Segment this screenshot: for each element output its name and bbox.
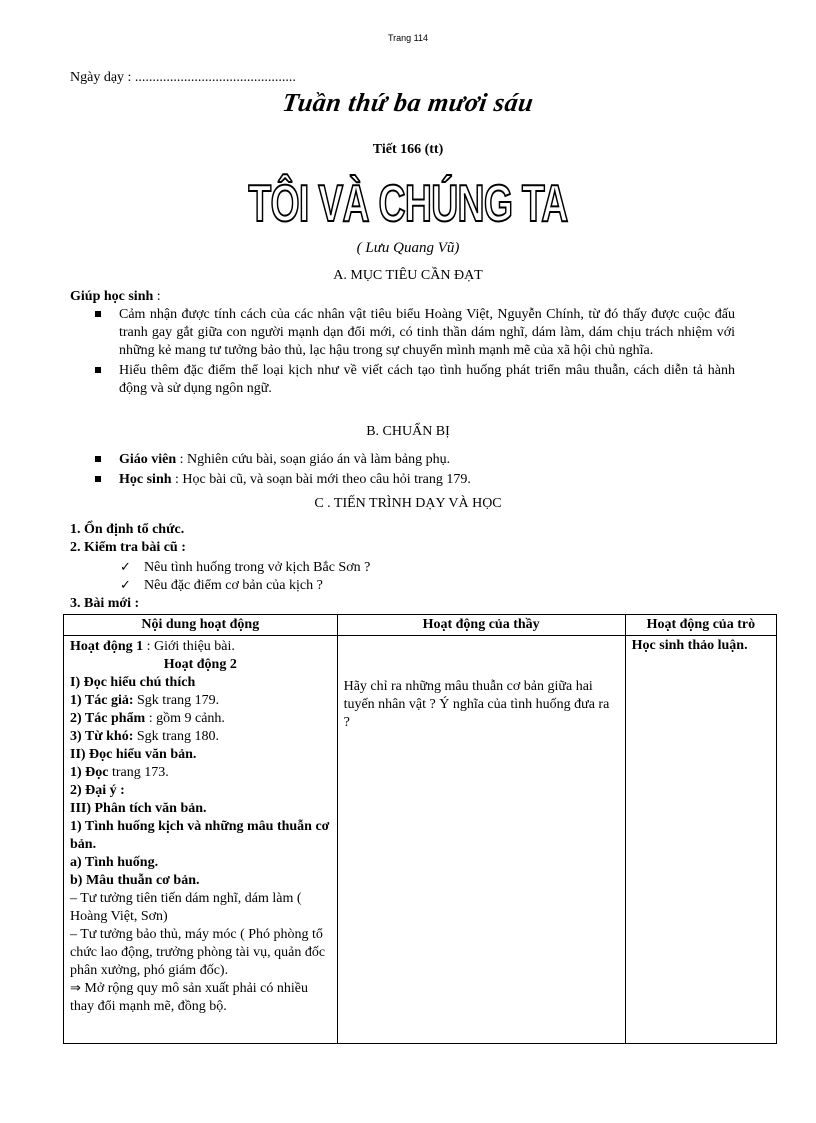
- checkmark-icon: ✓: [120, 578, 131, 593]
- list-item: ✓ Nêu đặc điểm cơ bản của kịch ?: [120, 578, 323, 593]
- author-name: ( Lưu Quang Vũ): [356, 240, 460, 256]
- section-c-heading: C . TIẾN TRÌNH DẠY VÀ HỌC: [314, 496, 502, 511]
- table-row: [64, 636, 777, 1044]
- step-1: 1. Ổn định tổ chức.: [70, 522, 185, 537]
- step-2: 2. Kiểm tra bài cũ :: [70, 540, 186, 555]
- week-title: Tuần thứ ba mươi sáu: [280, 88, 536, 117]
- page-number: Trang 114: [387, 33, 429, 43]
- bullet-square-icon: [95, 311, 101, 317]
- list-item: Học sinh : Học bài cũ, và soạn bài mới theo câu hỏi trang 179.: [95, 471, 735, 489]
- bullet-square-icon: [95, 456, 101, 462]
- review-questions: [120, 559, 370, 595]
- column-header: Nội dung hoạt động: [64, 615, 338, 636]
- teaching-date-line: Ngày dạy : ..............................................: [70, 70, 296, 85]
- list-item: ✓ Nêu tình huống trong vở kịch Bắc Sơn ?: [120, 560, 371, 575]
- checkmark-icon: ✓: [120, 560, 131, 575]
- list-item: Hiểu thêm đặc điểm thể loại kịch như về viết cách tạo tình huống phát triển mâu thuẫn, cách diễn tả hành động và sử dụng ngôn ngữ.: [95, 362, 735, 398]
- section-a-lead: Giúp học sinh :: [70, 289, 161, 304]
- bullet-square-icon: [95, 367, 101, 373]
- list-item: Giáo viên : Nghiên cứu bài, soạn giáo án và làm bảng phụ.: [95, 451, 735, 469]
- student-activity-cell: Học sinh thảo luận.: [625, 636, 776, 1044]
- double-arrow-icon: ⇒: [70, 981, 81, 996]
- objectives-list: [95, 306, 735, 400]
- lesson-plan-table: [63, 614, 777, 1044]
- lesson-title: TÔI VÀ CHÚNG TA: [248, 175, 568, 233]
- activity-content-cell: Hoạt động 1 : Giới thiệu bài. Hoạt động 2 I) Đọc hiểu chú thích 1) Tác giả: Sgk trang 179. 2) Tác phẩm : gồm 9 cảnh. 3) Từ khó: Sgk trang 180. II) Đọc hiểu văn bản. 1) Đọc trang 173. 2) Đại ý : III) Phân tích văn bản. 1) Tình huống kịch và những mâu thuẫn cơ bản. a) Tình huống. b) Mâu thuẫn cơ bản. – Tư tưởng tiên tiến dám nghĩ, dám làm ( Hoàng Việt, Sơn) – Tư tưởng bảo thủ, máy móc ( Phó phòng tổ chức lao động, trưởng phòng tài vụ, quản đốc phân xưởng, phó giám đốc). ⇒ Mở rộng quy mô sản xuất phải có nhiều thay đổi mạnh mẽ, đồng bộ.: [64, 636, 338, 1044]
- table-header-row: [64, 615, 777, 636]
- section-a-heading: A. MỤC TIÊU CẦN ĐẠT: [333, 268, 483, 283]
- step-3: 3. Bài mới :: [70, 596, 140, 611]
- lesson-number: Tiết 166 (tt): [372, 142, 444, 157]
- bullet-square-icon: [95, 476, 101, 482]
- teacher-activity-cell: Hãy chỉ ra những mâu thuẫn cơ bản giữa hai tuyến nhân vật ? Ý nghĩa của tình huống đưa ra ?: [337, 636, 625, 1044]
- column-header: Hoạt động của thầy: [337, 615, 625, 636]
- list-item: Cảm nhận được tính cách của các nhân vật tiêu biểu Hoàng Việt, Nguyễn Chính, từ đó thấy được cuộc đấu tranh gay gắt giữa con người mạnh dạn đổi mới, có tinh thần dám nghĩ, dám làm, dám chịu trách nhiệm với những kẻ mang tư tưởng bảo thủ, lạc hậu trong sự chuyển mình mạnh mẽ của xã hội chủ nghĩa.: [95, 306, 735, 360]
- preparation-list: [95, 451, 735, 491]
- column-header: Hoạt động của trò: [625, 615, 776, 636]
- section-b-heading: B. CHUẨN BỊ: [366, 424, 450, 439]
